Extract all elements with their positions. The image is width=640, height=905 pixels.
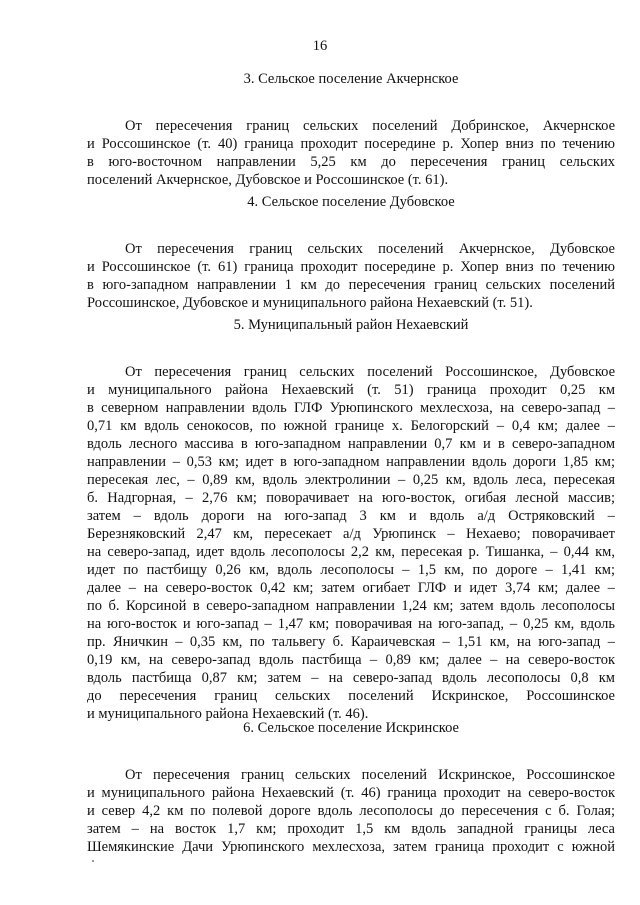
paragraph-line: Шемякинские Дачи Урюпинского мехлесхоза, затем граница проходит с южной — [87, 839, 615, 855]
section-iskrinskoe — [87, 719, 615, 856]
section-paragraph — [87, 211, 615, 312]
paragraph-line: на северо-запад, идет вдоль лесополосы 2,2 км, пересекая р. Тишанка, – 0,44 км, — [87, 544, 615, 560]
section-akchernskoe — [87, 70, 615, 189]
paragraph-line: вдоль пастбища 0,87 км; затем – на северо-запад вдоль лесополосы 0,8 км — [87, 670, 615, 686]
paragraph-line: От пересечения границ сельских поселений Добринское, Акчернское — [125, 118, 615, 134]
paragraph-line: вдоль лесного массива в юго-западном направлении 0,7 км и в северо-западном — [87, 436, 615, 452]
paragraph-line: идет по пастбищу 0,26 км, вдоль лесополосы – 1,5 км, по дороге – 1,41 км; — [87, 562, 615, 578]
section-heading: 4. Сельское поселение Дубовское — [247, 194, 455, 210]
paragraph-line: поселений Акчернское, Дубовское и Россошинское (т. 61). — [87, 172, 449, 188]
paragraph-line: и муниципального района Нехаевский (т. 46). — [87, 706, 369, 722]
paragraph-line: затем – вдоль дороги на юго-запад 3 км и вдоль а/д Остряковский – — [87, 508, 615, 524]
paragraph-line: пр. Яничкин – 0,35 км, по тальвегу б. Караичевская – 1,51 км, на юго-запад – — [87, 634, 615, 650]
paragraph-line: От пересечения границ сельских поселений Акчернское, Дубовское — [125, 241, 615, 257]
paragraph-line: б. Надгорная, – 2,76 км; поворачивает на юго-восток, огибая лесной массив; — [87, 490, 615, 506]
paragraph-line: От пересечения границ сельских поселений Искринское, Россошинское — [125, 767, 615, 783]
paragraph-line: и муниципального района Нехаевский (т. 51) граница проходит 0,25 км — [87, 382, 615, 398]
scan-speck — [92, 860, 94, 862]
paragraph-line: пересекая лес, – 0,89 км, вдоль электролинии – 0,25 км, вдоль леса, пересекая — [87, 472, 615, 488]
section-dubovskoe — [87, 193, 615, 312]
section-paragraph — [87, 737, 615, 856]
paragraph-line: в северном направлении вдоль ГЛФ Урюпинского мехлесхоза, на северо-запад – — [87, 400, 615, 416]
paragraph-line: направлении – 0,53 км; идет в юго-западном направлении вдоль дороги 1,85 км; — [87, 454, 615, 470]
section-heading: 5. Муниципальный район Нехаевский — [233, 317, 469, 333]
paragraph-line: до пересечения границ сельских поселений Искринское, Россошинское — [87, 688, 615, 704]
paragraph-line: 0,19 км, на северо-запад вдоль пастбища – 0,89 км; далее – на северо-восток — [87, 652, 615, 668]
paragraph-line: далее – на северо-восток 0,42 км; затем огибает ГЛФ и идет 3,74 км; далее – — [87, 580, 615, 596]
paragraph-line: Россошинское, Дубовское и муниципального района Нехаевский (т. 51). — [87, 295, 533, 311]
section-heading: 3. Сельское поселение Акчернское — [243, 71, 459, 87]
paragraph-line: и Россошинское (т. 61) граница проходит посередине р. Хопер вниз по течению — [87, 259, 615, 275]
paragraph-line: и Россошинское (т. 40) граница проходит посередине р. Хопер вниз по течению — [87, 136, 615, 152]
paragraph-line: От пересечения границ сельских поселений Россошинское, Дубовское — [125, 364, 615, 380]
paragraph-line: и север 4,2 км по полевой дороге вдоль лесополосы до пересечения с б. Голая; — [87, 803, 615, 819]
paragraph-line: на юго-восток и юго-запад – 1,47 км; поворачивая на юго-запад, – 0,25 км, вдоль — [87, 616, 615, 632]
section-paragraph — [87, 88, 615, 189]
section-nekhaevsky — [87, 316, 615, 723]
section-paragraph — [87, 334, 615, 723]
paragraph-line: в юго-западном направлении 1 км до пересечения границ сельских поселений — [87, 277, 615, 293]
paragraph-line: Березняковский 2,47 км, пересекает а/д Урюпинск – Нехаево; поворачивает — [87, 526, 615, 542]
paragraph-line: 0,71 км вдоль сенокосов, по южной границе х. Белогорский – 0,4 км; далее – — [87, 418, 615, 434]
paragraph-line: и муниципального района Нехаевский (т. 46) граница проходит на северо-восток — [87, 785, 615, 801]
section-heading: 6. Сельское поселение Искринское — [243, 720, 459, 736]
page-number: 16 — [312, 38, 328, 54]
paragraph-line: затем – на восток 1,7 км; проходит 1,5 км вдоль западной границы леса — [87, 821, 615, 837]
paragraph-line: по б. Корсиной в северо-западном направлении 1,24 км; затем вдоль лесополосы — [87, 598, 615, 614]
paragraph-line: в юго-восточном направлении 5,25 км до пересечения границ сельских — [87, 154, 615, 170]
